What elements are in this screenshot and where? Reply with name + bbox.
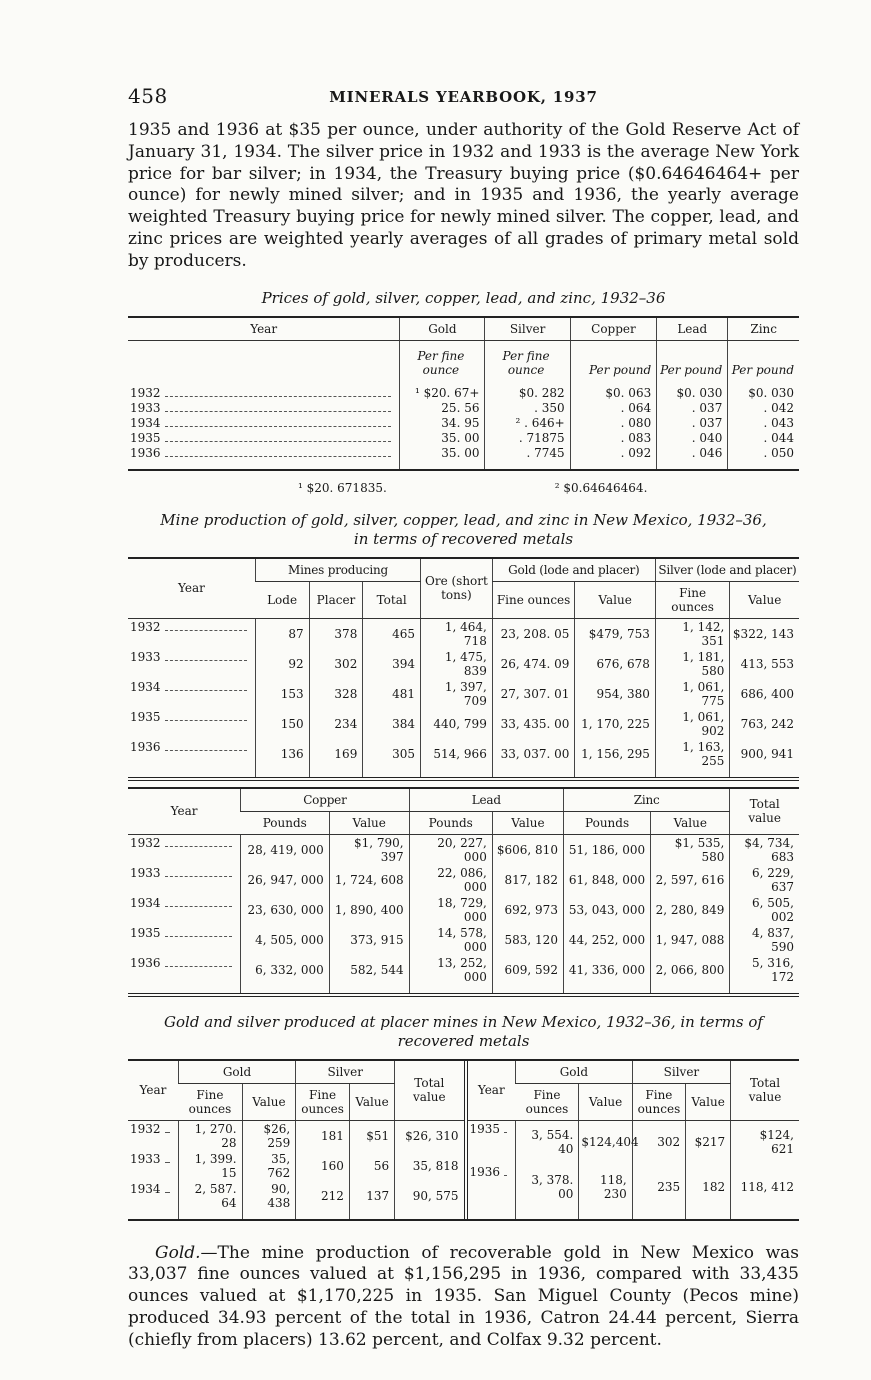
- year-cell: [128, 895, 240, 911]
- year-text: 1932: [130, 385, 161, 400]
- dotted-leader: [165, 906, 233, 907]
- col-silver-value: Value: [686, 1083, 731, 1120]
- unit-zinc: Per pound: [728, 340, 799, 386]
- col-gold-fine-ounces: Fine ounces: [516, 1083, 579, 1120]
- ore-tons-cell: 440, 799: [421, 709, 493, 739]
- silver-ounces-cell: 1, 163, 255: [655, 739, 729, 779]
- dotted-leader: [165, 456, 392, 457]
- col-silver: Silver: [485, 317, 570, 341]
- year-text: 1935: [469, 1121, 501, 1136]
- copper-value-cell: 582, 544: [329, 955, 409, 995]
- year-text: 1934: [130, 679, 161, 694]
- placer-table-row: [128, 1181, 464, 1219]
- placer-right-body: [466, 1120, 800, 1219]
- total-mines-cell: 384: [363, 709, 421, 739]
- price-table-row: [128, 401, 799, 416]
- gold-value-cell: $479, 753: [575, 618, 656, 649]
- total-mines-cell: 305: [363, 739, 421, 779]
- placer-left-body: [128, 1120, 464, 1219]
- placer-cell: 302: [309, 649, 363, 679]
- year-text: 1936: [130, 445, 161, 460]
- group-copper: Copper: [241, 788, 409, 812]
- total-value-cell: 5, 316, 172: [730, 955, 799, 995]
- lead-pounds-cell: 20, 227, 000: [409, 834, 492, 865]
- placer-table-row: [128, 1151, 464, 1181]
- copper-price-cell: . 092: [570, 446, 657, 470]
- zinc-price-cell: . 043: [728, 416, 799, 431]
- gold-value-cell: 676, 678: [575, 649, 656, 679]
- price-table: [128, 316, 799, 471]
- year-text: 1933: [130, 1151, 161, 1166]
- mine-table-title: Mine production of gold, silver, copper, lead, and zinc in New Mexico, 1932–36, in terms of recovered metals: [160, 510, 767, 548]
- col-zinc: Zinc: [728, 317, 799, 341]
- copper-pounds-cell: 6, 332, 000: [241, 955, 330, 995]
- lead-price-cell: . 040: [657, 431, 728, 446]
- col-total-value: Total value: [395, 1061, 464, 1121]
- gold-ounces-cell: 27, 307. 01: [492, 679, 575, 709]
- zinc-pounds-cell: 41, 336, 000: [563, 955, 650, 995]
- placer-table-row: [466, 1164, 800, 1219]
- zinc-price-cell: . 044: [728, 431, 799, 446]
- col-lead: Lead: [657, 317, 728, 341]
- copper-price-cell: $0. 063: [570, 386, 657, 401]
- lead-value-cell: $606, 810: [492, 834, 563, 865]
- year-cell: [128, 679, 255, 695]
- copper-pounds-cell: 28, 419, 000: [241, 834, 330, 865]
- silver-ounces-cell: 181: [296, 1120, 350, 1151]
- gold-price-cell: 35. 00: [400, 446, 485, 470]
- year-text: 1933: [130, 865, 161, 880]
- mine-table-row: [128, 679, 799, 709]
- col-year: Year: [128, 317, 400, 341]
- year-cell: [128, 1151, 178, 1167]
- placer-cell: 169: [309, 739, 363, 779]
- footnote-1: ¹ $20. 671835.: [298, 480, 387, 495]
- year-cell: [128, 925, 240, 941]
- mine-production-table: [128, 557, 799, 781]
- zinc-value-cell: $1, 535, 580: [651, 834, 730, 865]
- col-total: Total: [363, 581, 421, 618]
- year-text: 1934: [130, 895, 161, 910]
- col-lead-pounds: Pounds: [409, 811, 492, 834]
- dotted-leader: [165, 1162, 170, 1163]
- gold-paragraph-lead: Gold.: [155, 1242, 201, 1263]
- lead-price-cell: $0. 030: [657, 386, 728, 401]
- year-text: 1936: [469, 1164, 501, 1179]
- total-mines-cell: 481: [363, 679, 421, 709]
- placer-table-right: [464, 1061, 800, 1219]
- placer-left-header-row1: [128, 1061, 464, 1084]
- silver-value-cell: $322, 143: [730, 618, 799, 649]
- gold-price-cell: 34. 95: [400, 416, 485, 431]
- price-table-row: [128, 416, 799, 431]
- year-text: 1932: [130, 835, 161, 850]
- running-head-title: MINERALS YEARBOOK, 1937: [329, 88, 598, 106]
- lead-pounds-cell: 22, 086, 000: [409, 865, 492, 895]
- group-silver: Silver: [632, 1061, 730, 1084]
- copper-pounds-cell: 4, 505, 000: [241, 925, 330, 955]
- placer-cell: 378: [309, 618, 363, 649]
- group-lead: Lead: [409, 788, 563, 812]
- dotted-leader: [504, 1132, 507, 1133]
- price-table-header-row: [128, 317, 799, 341]
- lead-value-cell: 609, 592: [492, 955, 563, 995]
- total-value-cell: 4, 837, 590: [730, 925, 799, 955]
- silver-value-cell: 413, 553: [730, 649, 799, 679]
- silver-price-cell: . 71875: [485, 431, 570, 446]
- silver-ounces-cell: 302: [632, 1120, 685, 1164]
- gold-ounces-cell: 2, 587. 64: [178, 1181, 242, 1219]
- gold-ounces-cell: 33, 435. 00: [492, 709, 575, 739]
- zinc-pounds-cell: 44, 252, 000: [563, 925, 650, 955]
- year-cell: [128, 619, 255, 635]
- year-cell: [128, 446, 399, 469]
- metal-table-header-row1: [128, 788, 799, 812]
- placer-table-row: [128, 1120, 464, 1151]
- placer-table-left: [128, 1061, 464, 1219]
- lode-cell: 150: [255, 709, 309, 739]
- dotted-leader: [165, 396, 392, 397]
- running-head: [128, 84, 799, 110]
- lode-cell: 92: [255, 649, 309, 679]
- mine-table-row: [128, 709, 799, 739]
- dotted-leader: [165, 441, 392, 442]
- unit-copper: Per pound: [570, 340, 657, 386]
- ore-tons-cell: 1, 475, 839: [421, 649, 493, 679]
- gold-ounces-cell: 1, 270. 28: [178, 1120, 242, 1151]
- dotted-leader: [165, 690, 247, 691]
- col-total-value: Total value: [731, 1061, 799, 1121]
- gold-ounces-cell: 1, 399. 15: [178, 1151, 242, 1181]
- units-row: [128, 340, 799, 386]
- dotted-leader: [165, 720, 247, 721]
- lode-cell: 136: [255, 739, 309, 779]
- col-year: Year: [128, 1061, 178, 1121]
- placer-table-title: Gold and silver produced at placer mines in New Mexico, 1932–36, in terms of recovered metals: [164, 1012, 763, 1050]
- lead-price-cell: . 037: [657, 416, 728, 431]
- lead-value-cell: 817, 182: [492, 865, 563, 895]
- group-mines-producing: Mines producing: [255, 558, 420, 582]
- silver-value-cell: 182: [686, 1164, 731, 1219]
- zinc-pounds-cell: 53, 043, 000: [563, 895, 650, 925]
- year-text: 1935: [130, 925, 161, 940]
- year-text: 1934: [130, 415, 161, 430]
- total-mines-cell: 394: [363, 649, 421, 679]
- silver-price-cell: . 350: [485, 401, 570, 416]
- year-text: 1932: [130, 1121, 161, 1136]
- year-cell: [128, 709, 255, 725]
- silver-ounces-cell: 160: [296, 1151, 350, 1181]
- silver-value-cell: $217: [686, 1120, 731, 1164]
- gold-ounces-cell: 33, 037. 00: [492, 739, 575, 779]
- year-cell: [468, 1121, 516, 1137]
- unit-gold: Per fine ounce: [400, 340, 485, 386]
- silver-ounces-cell: 212: [296, 1181, 350, 1219]
- year-text: 1933: [130, 400, 161, 415]
- year-cell: [128, 401, 399, 416]
- gold-ounces-cell: 3, 378. 00: [516, 1164, 579, 1219]
- metal-table-row: [128, 925, 799, 955]
- footnote-2: ² $0.64646464.: [554, 480, 648, 495]
- lead-pounds-cell: 13, 252, 000: [409, 955, 492, 995]
- total-mines-cell: 465: [363, 618, 421, 649]
- copper-value-cell: 1, 724, 608: [329, 865, 409, 895]
- col-year: Year: [466, 1061, 516, 1121]
- gold-value-cell: 1, 170, 225: [575, 709, 656, 739]
- year-cell: [128, 1181, 178, 1205]
- gold-price-cell: 35. 00: [400, 431, 485, 446]
- col-copper-pounds: Pounds: [241, 811, 330, 834]
- total-value-cell: 6, 229, 637: [730, 865, 799, 895]
- placer-cell: 234: [309, 709, 363, 739]
- mine-table-body: [128, 618, 799, 779]
- year-text: 1933: [130, 649, 161, 664]
- year-cell: [128, 835, 240, 851]
- col-gold-fine-ounces: Fine ounces: [178, 1083, 242, 1120]
- total-value-cell: 118, 412: [731, 1164, 799, 1219]
- gold-value-cell: 35, 762: [242, 1151, 296, 1181]
- gold-value-cell: $26, 259: [242, 1120, 296, 1151]
- lead-value-cell: 583, 120: [492, 925, 563, 955]
- year-text: 1935: [130, 709, 161, 724]
- gold-value-cell: 954, 380: [575, 679, 656, 709]
- dotted-leader: [165, 750, 247, 751]
- ore-tons-cell: 1, 397, 709: [421, 679, 493, 709]
- col-year: Year: [128, 558, 255, 619]
- col-gold-value: Value: [579, 1083, 632, 1120]
- dotted-leader: [165, 660, 247, 661]
- col-silver-fine-ounces: Fine ounces: [655, 581, 729, 618]
- silver-price-cell: $0. 282: [485, 386, 570, 401]
- silver-value-cell: 900, 941: [730, 739, 799, 779]
- intro-paragraph: 1935 and 1936 at $35 per ounce, under authority of the Gold Reserve Act of January 31, 1934. The silver price in 1932 and 1933 is the average New York price for bar silver; in 1934, the Treasury buying price ($0.64646464+ per ounce) for newly mined silver; and in 1935 and 1936, the yearly average weighted Treasury buying price for newly mined silver. The copper, lead, and zinc prices are weighted yearly averages of all grades of primary metal sold by producers.: [128, 120, 799, 271]
- mine-table-row: [128, 739, 799, 779]
- group-gold: Gold: [178, 1061, 295, 1084]
- lode-cell: 153: [255, 679, 309, 709]
- year-cell: [128, 416, 399, 431]
- ore-tons-cell: 514, 966: [421, 739, 493, 779]
- gold-price-cell: 25. 56: [400, 401, 485, 416]
- lead-price-cell: . 046: [657, 446, 728, 470]
- silver-ounces-cell: 1, 061, 902: [655, 709, 729, 739]
- mine-table-row: [128, 618, 799, 649]
- placer-table: [128, 1059, 799, 1221]
- col-gold-fine-ounces: Fine ounces: [492, 581, 575, 618]
- zinc-value-cell: 2, 066, 800: [651, 955, 730, 995]
- year-cell: [128, 649, 255, 665]
- silver-value-cell: 763, 242: [730, 709, 799, 739]
- metal-table-row: [128, 834, 799, 865]
- year-text: 1935: [130, 430, 161, 445]
- col-gold: Gold: [400, 317, 485, 341]
- silver-ounces-cell: 235: [632, 1164, 685, 1219]
- copper-pounds-cell: 26, 947, 000: [241, 865, 330, 895]
- col-silver-value: Value: [349, 1083, 394, 1120]
- total-value-cell: $4, 734, 683: [730, 834, 799, 865]
- col-lode: Lode: [255, 581, 309, 618]
- lead-pounds-cell: 14, 578, 000: [409, 925, 492, 955]
- gold-value-cell: $124,404: [579, 1120, 632, 1164]
- zinc-value-cell: 1, 947, 088: [651, 925, 730, 955]
- zinc-value-cell: 2, 597, 616: [651, 865, 730, 895]
- unit-silver: Per fine ounce: [485, 340, 570, 386]
- zinc-price-cell: $0. 030: [728, 386, 799, 401]
- col-placer: Placer: [309, 581, 363, 618]
- dotted-leader: [165, 426, 392, 427]
- mine-table-header-row1: [128, 558, 799, 582]
- dotted-leader: [165, 1192, 170, 1193]
- gold-value-cell: 1, 156, 295: [575, 739, 656, 779]
- copper-price-cell: . 064: [570, 401, 657, 416]
- zinc-pounds-cell: 61, 848, 000: [563, 865, 650, 895]
- col-silver-fine-ounces: Fine ounces: [296, 1083, 350, 1120]
- dotted-leader: [165, 411, 392, 412]
- price-table-footnotes: [128, 481, 799, 495]
- price-table-row: [128, 446, 799, 470]
- copper-value-cell: $1, 790, 397: [329, 834, 409, 865]
- group-gold: Gold: [516, 1061, 633, 1084]
- copper-price-cell: . 083: [570, 431, 657, 446]
- copper-pounds-cell: 23, 630, 000: [241, 895, 330, 925]
- copper-price-cell: . 080: [570, 416, 657, 431]
- copper-value-cell: 1, 890, 400: [329, 895, 409, 925]
- silver-value-cell: 686, 400: [730, 679, 799, 709]
- group-zinc: Zinc: [563, 788, 729, 812]
- page-number: 458: [128, 84, 168, 108]
- silver-price-cell: ² . 646+: [485, 416, 570, 431]
- lead-pounds-cell: 18, 729, 000: [409, 895, 492, 925]
- col-gold-value: Value: [575, 581, 656, 618]
- dotted-leader: [165, 846, 233, 847]
- col-total-value: Total value: [730, 788, 799, 835]
- gold-paragraph: [128, 1243, 799, 1352]
- lead-price-cell: . 037: [657, 401, 728, 416]
- dotted-leader: [165, 936, 233, 937]
- col-zinc-value: Value: [651, 811, 730, 834]
- year-text: 1936: [130, 955, 161, 970]
- year-cell: [128, 865, 240, 881]
- year-text: 1936: [130, 739, 161, 754]
- total-value-cell: 90, 575: [395, 1181, 464, 1219]
- group-gold: Gold (lode and placer): [492, 558, 655, 582]
- metal-production-table: [128, 787, 799, 997]
- year-cell: [468, 1164, 516, 1188]
- silver-ounces-cell: 1, 061, 775: [655, 679, 729, 709]
- metal-table-row: [128, 865, 799, 895]
- zinc-price-cell: . 050: [728, 446, 799, 470]
- year-text: 1932: [130, 619, 161, 634]
- col-ore: Ore (short tons): [421, 558, 493, 619]
- gold-value-cell: 90, 438: [242, 1181, 296, 1219]
- col-copper-value: Value: [329, 811, 409, 834]
- year-cell: [128, 1121, 178, 1137]
- total-value-cell: $26, 310: [395, 1120, 464, 1151]
- dotted-leader: [165, 966, 233, 967]
- lead-value-cell: 692, 973: [492, 895, 563, 925]
- total-value-cell: $124, 621: [731, 1120, 799, 1164]
- dotted-leader: [165, 1132, 170, 1133]
- price-table-body: [128, 386, 799, 470]
- col-year: Year: [128, 788, 241, 835]
- mine-table-row: [128, 649, 799, 679]
- metal-table-row: [128, 955, 799, 995]
- metal-table-row: [128, 895, 799, 925]
- gold-paragraph-body: —The mine production of recoverable gold in New Mexico was 33,037 fine ounces valued at $1,156,295 in 1936, compared with 33,435 ounces valued at $1,170,225 in 1935. San Miguel County (Pecos mine) produced 34.93 percent of the total in 1936, Catron 24.44 percent, Sierra (chiefly from placers) 13.62 percent, and Colfax 9.32 percent.: [128, 1242, 799, 1350]
- gold-ounces-cell: 3, 554. 40: [516, 1120, 579, 1164]
- ore-tons-cell: 1, 464, 718: [421, 618, 493, 649]
- price-table-title: Prices of gold, silver, copper, lead, and zinc, 1932–36: [261, 288, 666, 307]
- col-gold-value: Value: [242, 1083, 296, 1120]
- placer-cell: 328: [309, 679, 363, 709]
- col-silver-fine-ounces: Fine ounces: [632, 1083, 685, 1120]
- total-value-cell: 35, 818: [395, 1151, 464, 1181]
- group-silver: Silver (lode and placer): [655, 558, 799, 582]
- units-empty-cell: [128, 340, 400, 386]
- silver-value-cell: 56: [349, 1151, 394, 1181]
- dotted-leader: [165, 630, 247, 631]
- year-cell: [128, 955, 240, 979]
- col-lead-value: Value: [492, 811, 563, 834]
- zinc-value-cell: 2, 280, 849: [651, 895, 730, 925]
- dotted-leader: [165, 876, 233, 877]
- year-cell: [128, 739, 255, 763]
- col-zinc-pounds: Pounds: [563, 811, 650, 834]
- metal-table-body: [128, 834, 799, 995]
- silver-price-cell: . 7745: [485, 446, 570, 470]
- silver-value-cell: 137: [349, 1181, 394, 1219]
- gold-price-cell: ¹ $20. 67+: [400, 386, 485, 401]
- gold-ounces-cell: 23, 208. 05: [492, 618, 575, 649]
- year-text: 1934: [130, 1181, 161, 1196]
- gold-value-cell: 118, 230: [579, 1164, 632, 1219]
- placer-table-row: [466, 1120, 800, 1164]
- price-table-row: [128, 431, 799, 446]
- group-silver: Silver: [296, 1061, 395, 1084]
- zinc-price-cell: . 042: [728, 401, 799, 416]
- silver-value-cell: $51: [349, 1120, 394, 1151]
- unit-lead: Per pound: [657, 340, 728, 386]
- total-value-cell: 6, 505, 002: [730, 895, 799, 925]
- zinc-pounds-cell: 51, 186, 000: [563, 834, 650, 865]
- gold-ounces-cell: 26, 474. 09: [492, 649, 575, 679]
- year-cell: [128, 386, 399, 401]
- silver-ounces-cell: 1, 181, 580: [655, 649, 729, 679]
- copper-value-cell: 373, 915: [329, 925, 409, 955]
- silver-ounces-cell: 1, 142, 351: [655, 618, 729, 649]
- price-table-row: [128, 386, 799, 401]
- lode-cell: 87: [255, 618, 309, 649]
- col-silver-value: Value: [730, 581, 799, 618]
- year-cell: [128, 431, 399, 446]
- col-copper: Copper: [570, 317, 657, 341]
- placer-right-header-row1: [466, 1061, 800, 1084]
- dotted-leader: [504, 1175, 507, 1176]
